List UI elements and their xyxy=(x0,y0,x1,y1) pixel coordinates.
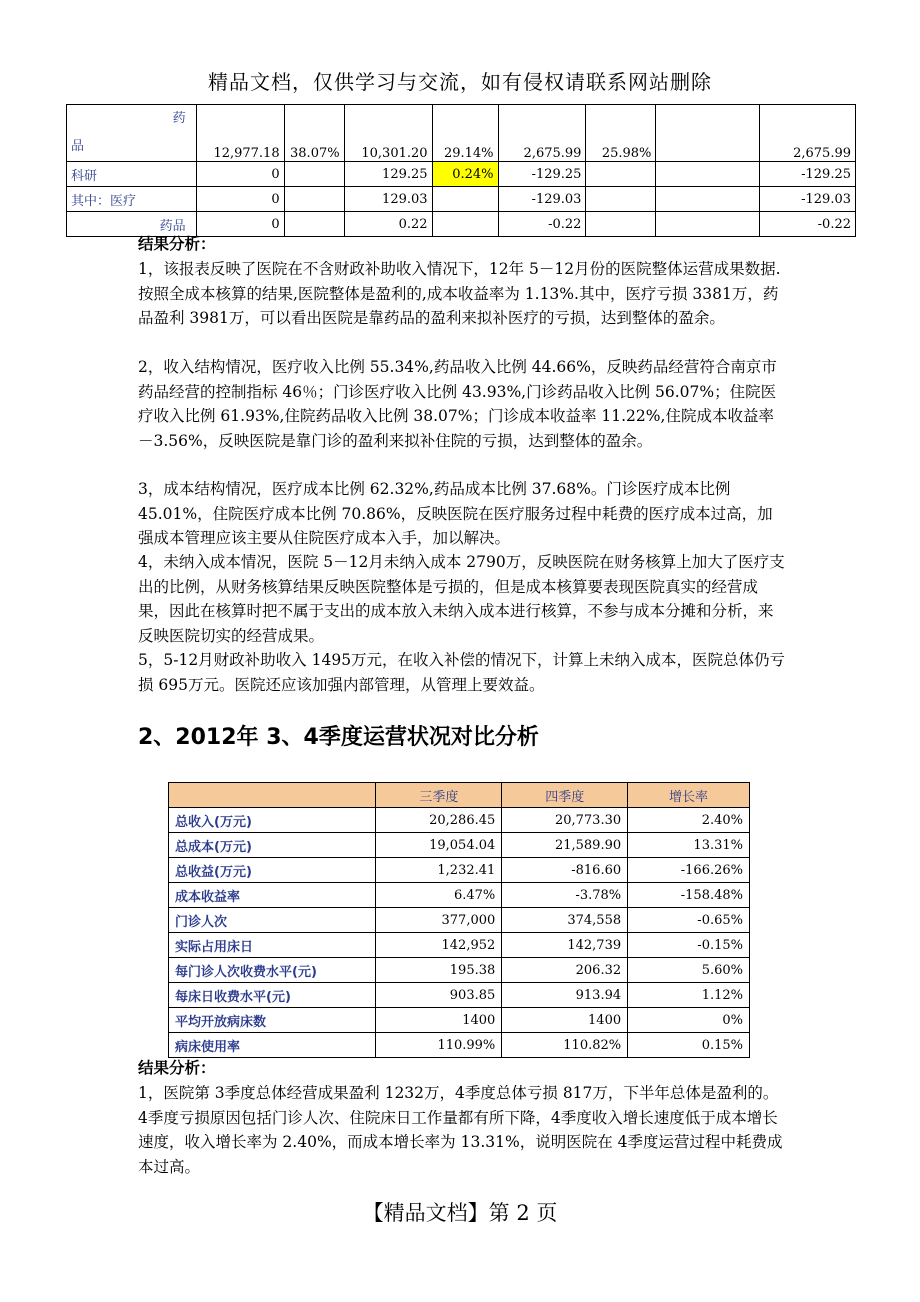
table-cell xyxy=(586,162,656,187)
analysis-paragraph-1: 1，该报表反映了医院在不含财政补助收入情况下，12年 5－12月份的医院整体运营成果数据.按照全成本核算的结果,医院整体是盈利的,成本收益率为 1.13%.其中，医疗亏损 3381万，药品盈利 3981万，可以看出医院是靠药品的盈利来拟补医疗的亏损，达到整体的盈余。 xyxy=(138,260,781,327)
row-label: 科研 xyxy=(67,162,197,187)
row-label-drugs xyxy=(67,105,197,162)
table-cell: -129.25 xyxy=(498,162,586,187)
analysis-heading: 结果分析： xyxy=(138,235,216,253)
row-label: 门诊人次 xyxy=(169,908,376,933)
table-cell: 206.32 xyxy=(502,958,628,983)
header-cell: 增长率 xyxy=(628,783,750,808)
table-cell: 1.12% xyxy=(628,983,750,1008)
table-cell: 110.99% xyxy=(376,1033,502,1058)
row-label: 成本收益率 xyxy=(169,883,376,908)
table-cell: -129.03 xyxy=(498,187,586,212)
table-row xyxy=(67,187,856,212)
analysis-paragraph-5: 5，5-12月财政补助收入 1495万元，在收入补偿的情况下，计算上未纳入成本，医院总体仍亏损 695万元。医院还应该加强内部管理，从管理上要效益。 xyxy=(138,651,786,694)
table-header-row xyxy=(169,783,750,808)
table-cell xyxy=(284,187,344,212)
row-label: 每床日收费水平(元) xyxy=(169,983,376,1008)
highlighted-cell: 0.24% xyxy=(432,162,498,187)
table-cell: 5.60% xyxy=(628,958,750,983)
table-cell xyxy=(656,105,760,162)
table-cell: 38.07% xyxy=(284,105,344,162)
table-cell xyxy=(586,187,656,212)
row-label: 平均开放病床数 xyxy=(169,1008,376,1033)
table-cell: 1,232.41 xyxy=(376,858,502,883)
table-cell: -0.15% xyxy=(628,933,750,958)
table-cell: 20,286.45 xyxy=(376,808,502,833)
table-row xyxy=(67,162,856,187)
table-cell xyxy=(656,187,760,212)
table-cell: 142,952 xyxy=(376,933,502,958)
table-cell xyxy=(432,187,498,212)
header-cell xyxy=(169,783,376,808)
page-footer: 【精品文档】第 2 页 xyxy=(362,1201,558,1225)
table-cell: 0 xyxy=(196,162,284,187)
row-label: 每门诊人次收费水平(元) xyxy=(169,958,376,983)
table-cell: 0.15% xyxy=(628,1033,750,1058)
table-row xyxy=(169,883,750,908)
table-cell: -0.22 xyxy=(498,212,586,237)
table-row xyxy=(67,105,856,162)
table-cell: 21,589.90 xyxy=(502,833,628,858)
table-cell: 129.03 xyxy=(344,187,432,212)
table-cell: 2.40% xyxy=(628,808,750,833)
row-label: 实际占用床日 xyxy=(169,933,376,958)
row-label-top: 药 xyxy=(172,111,186,126)
table-cell: 10,301.20 xyxy=(344,105,432,162)
section-title: 2、2012年 3、4季度运营状况对比分析 xyxy=(138,725,539,750)
table-cell: 29.14% xyxy=(432,105,498,162)
table-row xyxy=(169,933,750,958)
table-cell: 0.22 xyxy=(344,212,432,237)
table-cell: -158.48% xyxy=(628,883,750,908)
table-cell: 1400 xyxy=(502,1008,628,1033)
analysis-paragraph-3: 3，成本结构情况，医疗成本比例 62.32%,药品成本比例 37.68%。门诊医疗成本比例 45.01%，住院医疗成本比例 70.86%，反映医院在医疗服务过程中耗费的医疗成本过高，加强成本管理应该主要从住院医疗成本入手，加以解决。 xyxy=(138,480,773,547)
analysis-paragraph-4: 4，未纳入成本情况，医院 5－12月未纳入成本 2790万，反映医院在财务核算上加大了医疗支出的比例，从财务核算结果反映医院整体是亏损的，但是成本核算要表现医院真实的经营成果，因此在核算时把不属于支出的成本放入未纳入成本进行核算，不参与成本分摊和分析，来反映医院切实的经营成果。 xyxy=(138,553,785,645)
table-row xyxy=(169,858,750,883)
table-cell: 2,675.99 xyxy=(498,105,586,162)
table-cell: 12,977.18 xyxy=(196,105,284,162)
table-cell xyxy=(656,162,760,187)
row-label: 药品 xyxy=(67,212,197,237)
table-cell: 6.47% xyxy=(376,883,502,908)
table-cell: 110.82% xyxy=(502,1033,628,1058)
table-cell: 913.94 xyxy=(502,983,628,1008)
table-cell: -0.65% xyxy=(628,908,750,933)
table-cell: 129.25 xyxy=(344,162,432,187)
quarter-comparison-table xyxy=(168,782,750,1058)
analysis-heading-2: 结果分析： xyxy=(138,1059,216,1077)
table-cell: 374,558 xyxy=(502,908,628,933)
table-cell: 903.85 xyxy=(376,983,502,1008)
table-cell: 195.38 xyxy=(376,958,502,983)
table-cell: -816.60 xyxy=(502,858,628,883)
page-header: 精品文档，仅供学习与交流，如有侵权请联系网站删除 xyxy=(208,70,712,94)
header-cell: 四季度 xyxy=(502,783,628,808)
row-label: 总收益(万元) xyxy=(169,858,376,883)
table-cell: 0 xyxy=(196,187,284,212)
analysis2-paragraph-1: 1，医院第 3季度总体经营成果盈利 1232万，4季度总体亏损 817万，下半年总体是盈利的。4季度亏损原因包括门诊人次、住院床日工作量都有所下降，4季度收入增长速度低于成本增长速度，收入增长率为 2.40%，而成本增长率为 13.31%，说明医院在 4季度运营过程中耗费成本过高。 xyxy=(138,1084,783,1176)
row-label: 其中：医疗 xyxy=(67,187,197,212)
row-label: 总收入(万元) xyxy=(169,808,376,833)
table-cell: -166.26% xyxy=(628,858,750,883)
table-row xyxy=(169,833,750,858)
table-cell: -129.25 xyxy=(760,162,856,187)
table-cell: -129.03 xyxy=(760,187,856,212)
table-cell: 0 xyxy=(196,212,284,237)
analysis-paragraph-2: 2，收入结构情况，医疗收入比例 55.34%,药品收入比例 44.66%，反映药品经营符合南京市药品经营的控制指标 46％；门诊医疗收入比例 43.93%,门诊药品收入比例 56.07%；住院医疗收入比例 61.93%,住院药品收入比例 38.07%；门诊成本收益率 11.22%,住院成本收益率－3.56%，反映医院是靠门诊的盈利来拟补住院的亏损，达到整体的盈余。 xyxy=(138,358,777,450)
table-cell: -0.22 xyxy=(760,212,856,237)
row-label-bottom: 品 xyxy=(71,139,85,154)
row-label: 病床使用率 xyxy=(169,1033,376,1058)
table-cell: 142,739 xyxy=(502,933,628,958)
table-row xyxy=(169,808,750,833)
table-row xyxy=(169,983,750,1008)
table-row xyxy=(169,1008,750,1033)
table-row xyxy=(169,1033,750,1058)
table-cell: 13.31% xyxy=(628,833,750,858)
row-label: 总成本(万元) xyxy=(169,833,376,858)
table-cell: 25.98% xyxy=(586,105,656,162)
table-cell: 19,054.04 xyxy=(376,833,502,858)
table-cell xyxy=(284,162,344,187)
table-row xyxy=(169,908,750,933)
table-cell: 20,773.30 xyxy=(502,808,628,833)
table-cell: 1400 xyxy=(376,1008,502,1033)
table-cell: 2,675.99 xyxy=(760,105,856,162)
header-cell: 三季度 xyxy=(376,783,502,808)
cost-table-continued xyxy=(66,104,856,237)
table-cell: -3.78% xyxy=(502,883,628,908)
table-cell: 377,000 xyxy=(376,908,502,933)
table-cell: 0% xyxy=(628,1008,750,1033)
table-row xyxy=(169,958,750,983)
